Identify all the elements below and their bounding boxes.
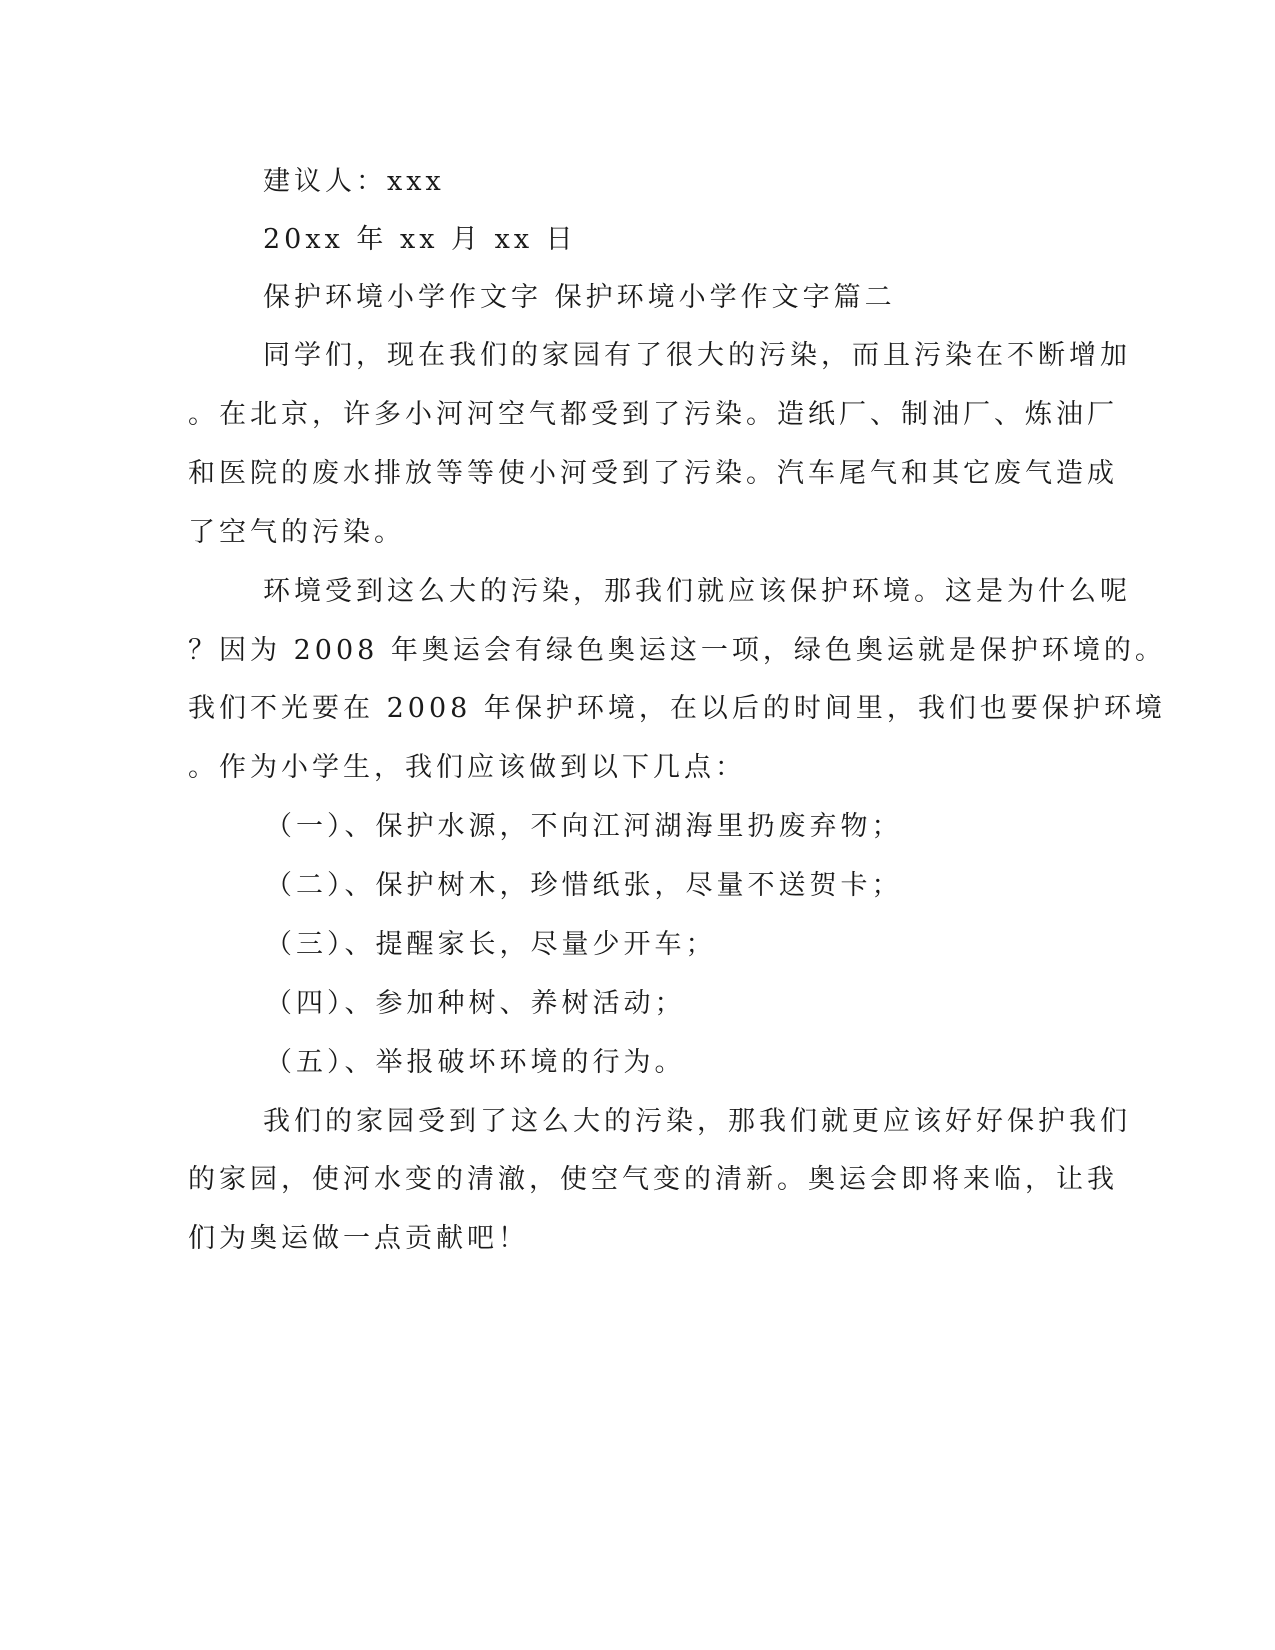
proposer-line: 建议人：xxx: [263, 166, 445, 197]
date-line: 20xx 年 xx 月 xx 日: [263, 224, 577, 255]
paragraph-1-line-2: 。在北京，许多小河河空气都受到了污染。造纸厂、制油厂、炼油厂: [188, 399, 1118, 430]
paragraph-3-line-1: 我们的家园受到了这么大的污染，那我们就更应该好好保护我们: [263, 1106, 1131, 1137]
paragraph-2-line-3: 我们不光要在 2008 年保护环境，在以后的时间里，我们也要保护环境: [188, 693, 1166, 724]
list-item-5: （五）、举报破坏环境的行为。: [265, 1047, 686, 1078]
list-item-3: （三）、提醒家长，尽量少开车；: [265, 929, 717, 960]
paragraph-3-line-3: 们为奥运做一点贡献吧！: [188, 1223, 529, 1254]
list-item-1: （一）、保护水源，不向江河湖海里扔废弃物；: [265, 811, 903, 842]
list-item-4: （四）、参加种树、养树活动；: [265, 988, 686, 1019]
paragraph-1-line-3: 和医院的废水排放等等使小河受到了污染。汽车尾气和其它废气造成: [188, 458, 1118, 489]
paragraph-2-line-4: 。作为小学生，我们应该做到以下几点：: [188, 752, 746, 783]
paragraph-2-line-1: 环境受到这么大的污染，那我们就应该保护环境。这是为什么呢: [263, 576, 1131, 607]
essay-title: 保护环境小学作文字 保护环境小学作文字篇二: [263, 282, 896, 313]
paragraph-1-line-1: 同学们，现在我们的家园有了很大的污染，而且污染在不断增加: [263, 340, 1131, 371]
paragraph-3-line-2: 的家园，使河水变的清澈，使空气变的清新。奥运会即将来临，让我: [188, 1164, 1118, 1195]
paragraph-1-line-4: 了空气的污染。: [188, 517, 405, 548]
paragraph-2-line-2: ？因为 2008 年奥运会有绿色奥运这一项，绿色奥运就是保护环境的。: [188, 635, 1166, 666]
list-item-2: （二）、保护树木，珍惜纸张，尽量不送贺卡；: [265, 870, 903, 901]
